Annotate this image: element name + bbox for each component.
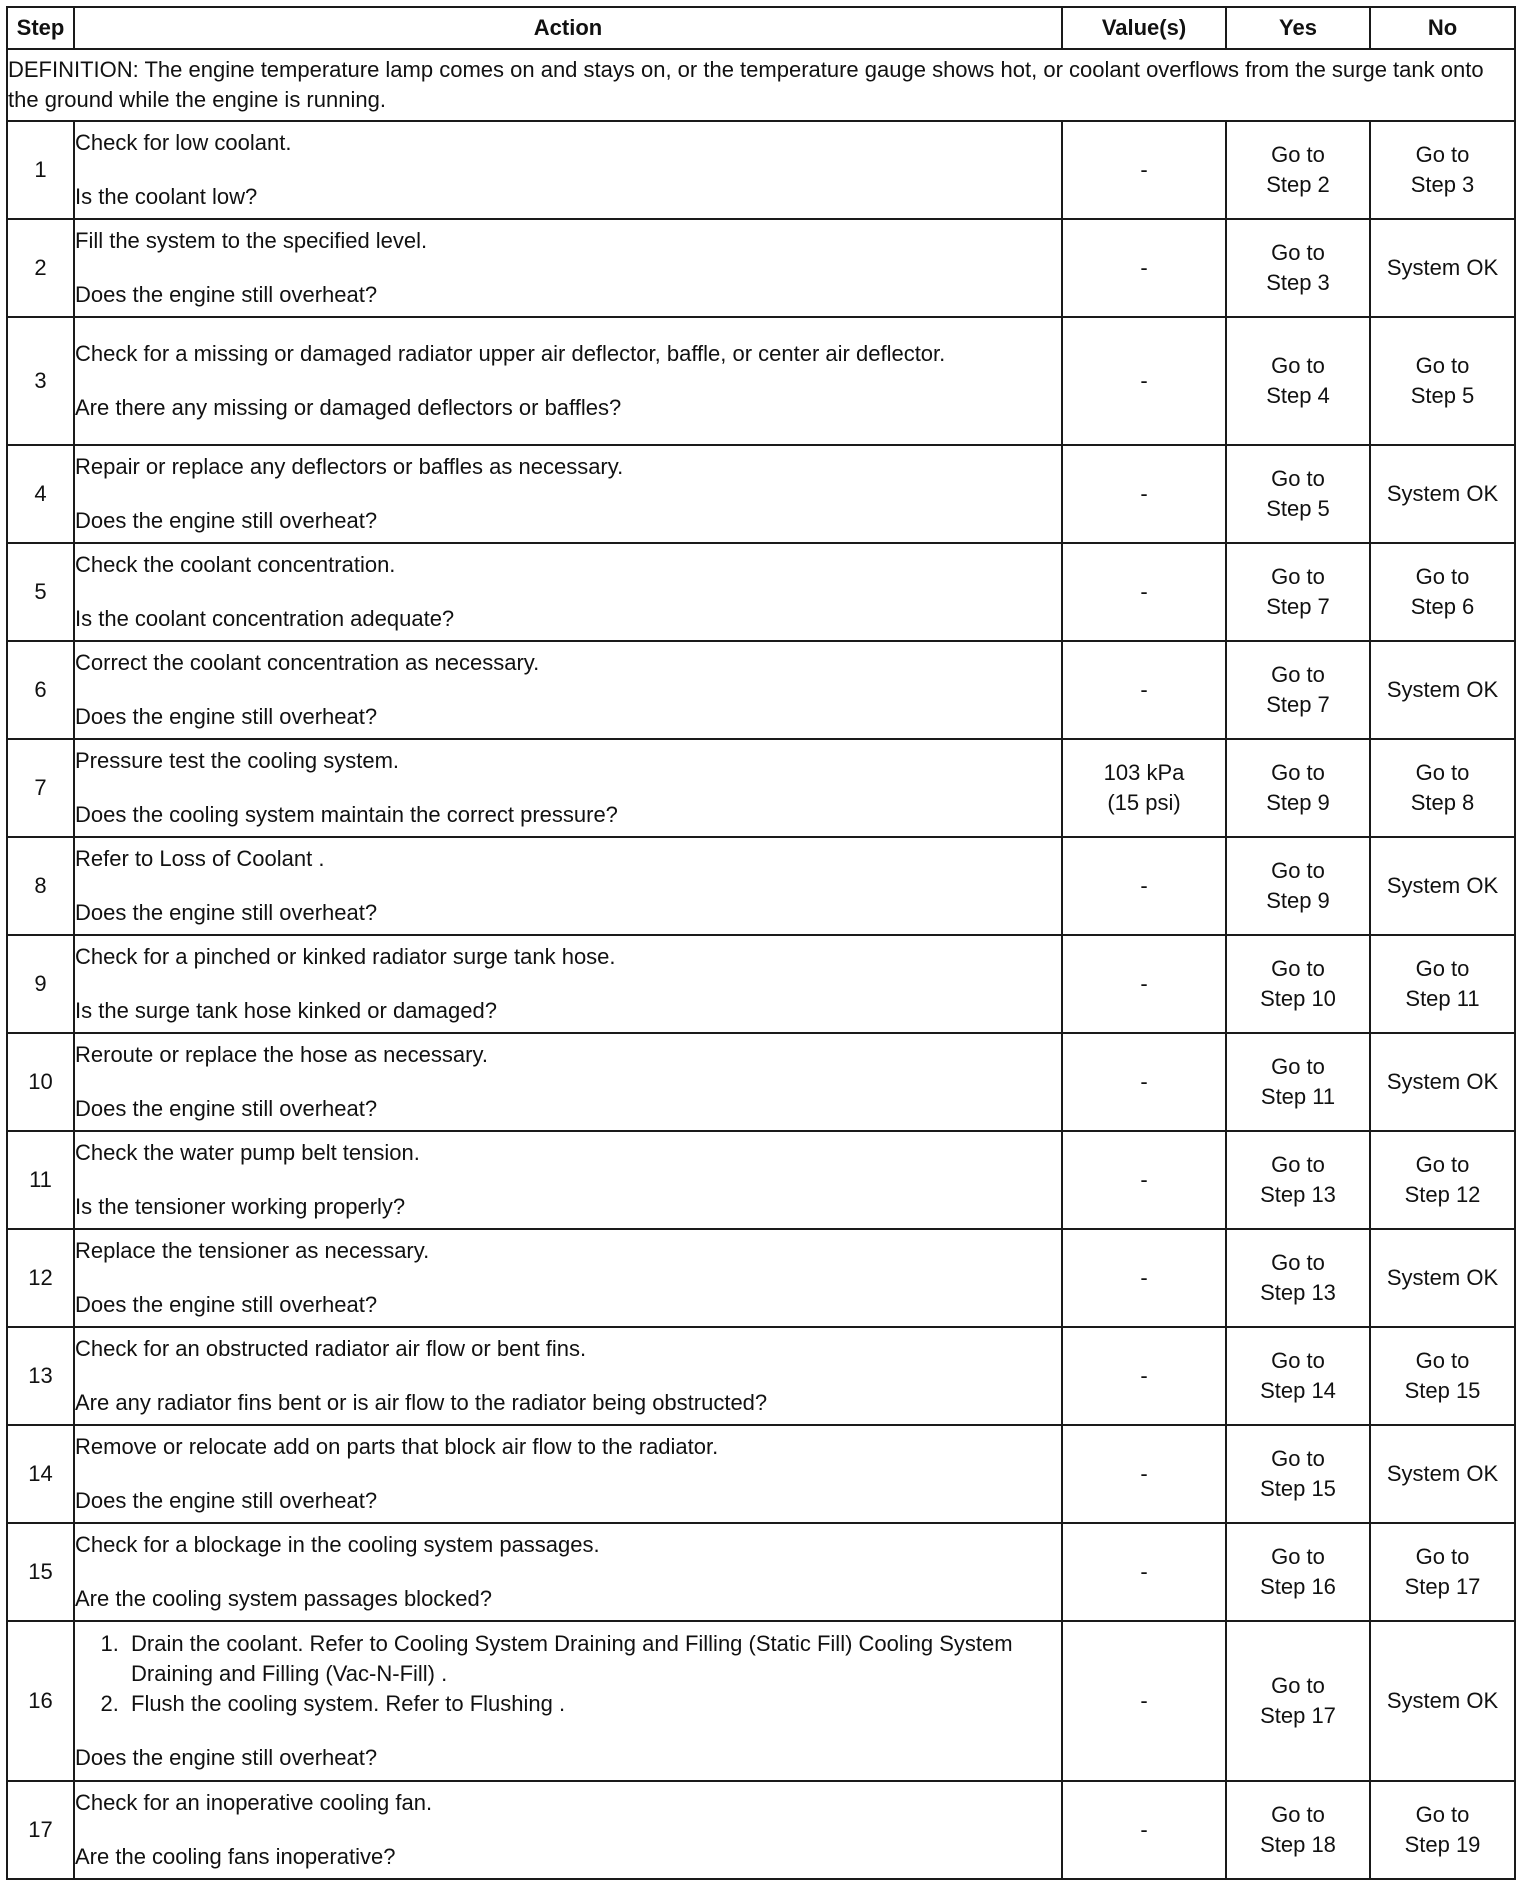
step-number: 11: [7, 1131, 74, 1229]
yes-outcome-text: Go to: [1271, 1802, 1325, 1827]
action-question: Does the engine still overheat?: [75, 704, 378, 729]
value-cell: -: [1062, 1523, 1226, 1621]
action-question: Is the tensioner working properly?: [75, 1194, 406, 1219]
table-row: [7, 1425, 1515, 1523]
action-cell: [74, 641, 1062, 739]
value-cell: -: [1062, 121, 1226, 219]
yes-cell: [1226, 219, 1370, 317]
action-statement: Correct the coolant concentration as necessary.: [75, 650, 540, 675]
action-question: Does the engine still overheat?: [75, 1292, 378, 1317]
no-cell: [1370, 1033, 1515, 1131]
yes-cell: [1226, 739, 1370, 837]
yes-cell: [1226, 1131, 1370, 1229]
no-outcome-text: Go to: [1415, 1802, 1470, 1827]
yes-outcome-text: Go to: [1271, 956, 1325, 981]
no-outcome-text: System OK: [1386, 1688, 1499, 1713]
action-cell: [74, 445, 1062, 543]
value-cell: -: [1062, 1033, 1226, 1131]
no-outcome-text: System OK: [1386, 873, 1499, 898]
action-question: Is the coolant low?: [75, 184, 258, 209]
no-outcome-text: Go to: [1415, 760, 1470, 785]
yes-outcome-text: Go to: [1271, 1152, 1325, 1177]
table-row: [7, 1523, 1515, 1621]
step-number: 5: [7, 543, 74, 641]
yes-outcome-text: Go to: [1271, 1446, 1325, 1471]
no-outcome-text: Step 6: [1410, 594, 1475, 619]
yes-outcome-text: Go to: [1271, 1348, 1325, 1373]
table-row: [7, 445, 1515, 543]
yes-cell: [1226, 1621, 1370, 1781]
table-row: [7, 935, 1515, 1033]
action-cell: [74, 935, 1062, 1033]
no-cell: [1370, 1131, 1515, 1229]
no-cell: [1370, 935, 1515, 1033]
step-number: 1: [7, 121, 74, 219]
action-question: Does the engine still overheat?: [75, 1745, 378, 1770]
yes-cell: [1226, 1229, 1370, 1327]
value-cell: -: [1062, 219, 1226, 317]
definition-text: DEFINITION: The engine temperature lamp comes on and stays on, or the temperature gauge shows hot, or coolant overflows from the surge tank onto the ground while the engine is running.: [7, 49, 1515, 121]
step-number: 6: [7, 641, 74, 739]
value-cell: -: [1062, 1327, 1226, 1425]
no-cell: [1370, 543, 1515, 641]
no-cell: [1370, 219, 1515, 317]
yes-cell: [1226, 1033, 1370, 1131]
value-cell: -: [1062, 543, 1226, 641]
table-body: [7, 49, 1515, 1879]
yes-cell: [1226, 1425, 1370, 1523]
yes-cell: [1226, 641, 1370, 739]
no-outcome-text: Go to: [1415, 1544, 1470, 1569]
action-statement: Check for a blockage in the cooling system passages.: [75, 1532, 600, 1557]
action-cell: [74, 1131, 1062, 1229]
action-cell: [74, 1781, 1062, 1879]
no-cell: [1370, 739, 1515, 837]
no-outcome-text: System OK: [1386, 677, 1499, 702]
yes-cell: [1226, 1523, 1370, 1621]
yes-outcome-text: Go to: [1271, 564, 1325, 589]
no-outcome-text: Go to: [1415, 956, 1470, 981]
yes-outcome-text: Go to: [1271, 1544, 1325, 1569]
definition-row: [7, 49, 1515, 121]
no-outcome-text: Go to: [1415, 1152, 1470, 1177]
action-list-item: 2. Flush the cooling system. Refer to Flushing .: [125, 1689, 1061, 1719]
header-action: Action: [74, 7, 1062, 49]
step-number: 14: [7, 1425, 74, 1523]
yes-outcome-text: Step 7: [1266, 594, 1330, 619]
action-statement: Check for an inoperative cooling fan.: [75, 1790, 433, 1815]
table-row: [7, 121, 1515, 219]
table-row: [7, 837, 1515, 935]
step-number: 4: [7, 445, 74, 543]
action-cell: [74, 543, 1062, 641]
yes-outcome-text: Go to: [1271, 662, 1325, 687]
yes-outcome-text: Step 3: [1266, 270, 1330, 295]
yes-cell: [1226, 935, 1370, 1033]
action-cell: [74, 1229, 1062, 1327]
action-cell: [74, 1327, 1062, 1425]
header-no: No: [1370, 7, 1515, 49]
yes-outcome-text: Go to: [1271, 466, 1325, 491]
value-cell: -: [1062, 1425, 1226, 1523]
yes-outcome-text: Step 15: [1260, 1476, 1336, 1501]
table-row: [7, 1131, 1515, 1229]
yes-outcome-text: Go to: [1271, 858, 1325, 883]
action-list-item: 1. Drain the coolant. Refer to Cooling System Draining and Filling (Static Fill) Cooling System Draining and Filling (Vac-N-Fill) .: [125, 1629, 1061, 1689]
table-row: [7, 1033, 1515, 1131]
action-question: Is the surge tank hose kinked or damaged?: [75, 998, 497, 1023]
no-cell: [1370, 1425, 1515, 1523]
header-yes: Yes: [1226, 7, 1370, 49]
value-cell: [1062, 739, 1226, 837]
no-outcome-text: Step 19: [1404, 1832, 1481, 1857]
yes-outcome-text: Step 13: [1260, 1280, 1336, 1305]
no-cell: [1370, 641, 1515, 739]
action-question: Are there any missing or damaged deflectors or baffles?: [75, 395, 622, 420]
action-statement: Pressure test the cooling system.: [75, 748, 400, 773]
table-row: [7, 1621, 1515, 1781]
no-cell: [1370, 1523, 1515, 1621]
value-cell: -: [1062, 1621, 1226, 1781]
table-row: [7, 641, 1515, 739]
action-statement: Fill the system to the specified level.: [75, 228, 428, 253]
no-cell: [1370, 837, 1515, 935]
step-number: 13: [7, 1327, 74, 1425]
value-cell: -: [1062, 641, 1226, 739]
yes-outcome-text: Go to: [1271, 1673, 1325, 1698]
value-cell: -: [1062, 1781, 1226, 1879]
yes-outcome-text: Go to: [1271, 353, 1325, 378]
action-statement: Replace the tensioner as necessary.: [75, 1238, 430, 1263]
action-statement: Remove or relocate add on parts that block air flow to the radiator.: [75, 1434, 719, 1459]
no-cell: [1370, 121, 1515, 219]
header-row: [7, 7, 1515, 49]
header-step: Step: [7, 7, 74, 49]
action-statement: Refer to Loss of Coolant .: [75, 846, 325, 871]
yes-outcome-text: Step 14: [1260, 1378, 1336, 1403]
yes-cell: [1226, 121, 1370, 219]
value-cell: -: [1062, 1131, 1226, 1229]
action-cell: [74, 1425, 1062, 1523]
no-outcome-text: Go to: [1415, 564, 1470, 589]
value-cell: -: [1062, 837, 1226, 935]
table-row: [7, 1229, 1515, 1327]
table-row: [7, 739, 1515, 837]
step-number: 16: [7, 1621, 74, 1781]
action-cell: [74, 739, 1062, 837]
yes-outcome-text: Step 2: [1266, 172, 1330, 197]
action-question: Are any radiator fins bent or is air flow to the radiator being obstructed?: [75, 1390, 768, 1415]
yes-cell: [1226, 1781, 1370, 1879]
action-cell: [74, 1621, 1062, 1781]
action-list: [75, 1629, 1061, 1719]
yes-outcome-text: Step 7: [1266, 692, 1330, 717]
action-question: Does the engine still overheat?: [75, 1488, 378, 1513]
action-question: Does the engine still overheat?: [75, 1096, 378, 1121]
yes-outcome-text: Go to: [1271, 760, 1325, 785]
yes-cell: [1226, 445, 1370, 543]
no-outcome-text: System OK: [1386, 1069, 1499, 1094]
table-row: [7, 1781, 1515, 1879]
value-cell: -: [1062, 317, 1226, 445]
yes-outcome-text: Go to: [1271, 1250, 1325, 1275]
no-cell: [1370, 317, 1515, 445]
no-outcome-text: System OK: [1386, 255, 1499, 280]
action-question: Does the engine still overheat?: [75, 282, 378, 307]
yes-outcome-text: Step 18: [1260, 1832, 1336, 1857]
action-statement: Check for a missing or damaged radiator upper air deflector, baffle, or center air deflector.: [75, 341, 946, 366]
yes-outcome-text: Go to: [1271, 240, 1325, 265]
action-question: Are the cooling system passages blocked?: [75, 1586, 493, 1611]
yes-outcome-text: Step 13: [1260, 1182, 1336, 1207]
diagnostic-table: [6, 6, 1516, 1880]
action-question: Does the engine still overheat?: [75, 508, 378, 533]
action-statement: Check the coolant concentration.: [75, 552, 396, 577]
no-outcome-text: Step 17: [1404, 1574, 1481, 1599]
action-statement: Check for low coolant.: [75, 130, 292, 155]
action-question: Does the engine still overheat?: [75, 900, 378, 925]
action-cell: [74, 1523, 1062, 1621]
table-row: [7, 219, 1515, 317]
step-number: 7: [7, 739, 74, 837]
value-text: 103 kPa: [1103, 760, 1185, 785]
no-outcome-text: Step 11: [1405, 986, 1480, 1011]
no-cell: [1370, 445, 1515, 543]
action-cell: [74, 317, 1062, 445]
step-number: 3: [7, 317, 74, 445]
yes-cell: [1226, 317, 1370, 445]
no-outcome-text: System OK: [1386, 481, 1499, 506]
no-outcome-text: Step 3: [1410, 172, 1475, 197]
value-text: (15 psi): [1107, 790, 1181, 815]
no-outcome-text: Step 12: [1404, 1182, 1481, 1207]
action-cell: [74, 1033, 1062, 1131]
no-outcome-text: Step 15: [1404, 1378, 1481, 1403]
step-number: 15: [7, 1523, 74, 1621]
no-cell: [1370, 1781, 1515, 1879]
no-outcome-text: Go to: [1415, 353, 1470, 378]
table-row: [7, 1327, 1515, 1425]
yes-outcome-text: Step 5: [1266, 496, 1330, 521]
action-question: Does the cooling system maintain the correct pressure?: [75, 802, 618, 827]
no-outcome-text: Go to: [1415, 142, 1470, 167]
step-number: 9: [7, 935, 74, 1033]
yes-outcome-text: Step 16: [1260, 1574, 1336, 1599]
step-number: 10: [7, 1033, 74, 1131]
action-cell: [74, 121, 1062, 219]
yes-outcome-text: Go to: [1271, 142, 1325, 167]
yes-outcome-text: Step 9: [1266, 888, 1330, 913]
no-cell: [1370, 1327, 1515, 1425]
action-cell: [74, 837, 1062, 935]
yes-outcome-text: Step 10: [1260, 986, 1336, 1011]
action-statement: Check for an obstructed radiator air flow or bent fins.: [75, 1336, 587, 1361]
no-cell: [1370, 1229, 1515, 1327]
yes-outcome-text: Step 11: [1260, 1084, 1336, 1109]
action-statement: Check the water pump belt tension.: [75, 1140, 420, 1165]
header-values: Value(s): [1062, 7, 1226, 49]
action-cell: [74, 219, 1062, 317]
step-number: 2: [7, 219, 74, 317]
no-cell: [1370, 1621, 1515, 1781]
step-number: 12: [7, 1229, 74, 1327]
step-number: 8: [7, 837, 74, 935]
no-outcome-text: Step 8: [1410, 790, 1475, 815]
yes-cell: [1226, 837, 1370, 935]
no-outcome-text: Go to: [1415, 1348, 1470, 1373]
action-question: Are the cooling fans inoperative?: [75, 1844, 396, 1869]
action-statement: Repair or replace any deflectors or baffles as necessary.: [75, 454, 624, 479]
no-outcome-text: Step 5: [1410, 383, 1475, 408]
value-cell: -: [1062, 935, 1226, 1033]
action-question: Is the coolant concentration adequate?: [75, 606, 455, 631]
yes-outcome-text: Step 17: [1260, 1703, 1336, 1728]
yes-outcome-text: Step 4: [1266, 383, 1330, 408]
value-cell: -: [1062, 445, 1226, 543]
action-statement: Check for a pinched or kinked radiator surge tank hose.: [75, 944, 616, 969]
no-outcome-text: System OK: [1386, 1461, 1499, 1486]
yes-outcome-text: Step 9: [1266, 790, 1330, 815]
action-statement: Reroute or replace the hose as necessary.: [75, 1042, 488, 1067]
table-row: [7, 317, 1515, 445]
value-cell: -: [1062, 1229, 1226, 1327]
yes-outcome-text: Go to: [1271, 1054, 1325, 1079]
yes-cell: [1226, 1327, 1370, 1425]
yes-cell: [1226, 543, 1370, 641]
no-outcome-text: System OK: [1386, 1265, 1499, 1290]
step-number: 17: [7, 1781, 74, 1879]
table-row: [7, 543, 1515, 641]
